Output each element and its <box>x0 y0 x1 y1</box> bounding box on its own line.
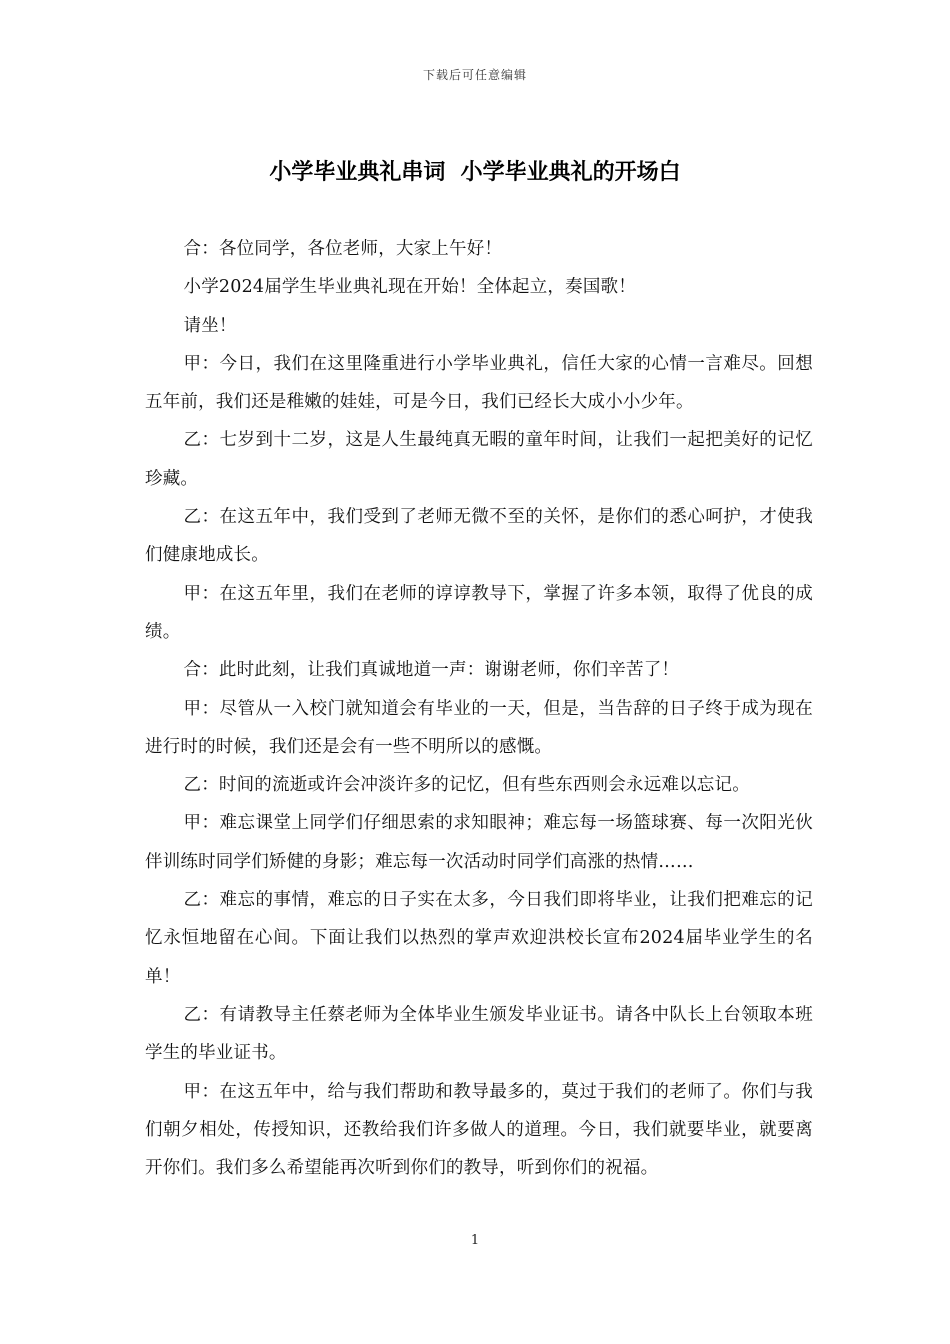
page-number: 1 <box>470 1233 480 1248</box>
paragraph: 甲：难忘课堂上同学们仔细思索的求知眼神；难忘每一场篮球赛、每一次阳光伙伴训练时同学们矫健的身影；难忘每一次活动时同学们高涨的热情…… <box>145 813 813 872</box>
paragraph: 小学2024届学生毕业典礼现在开始！全体起立，奏国歌！ <box>183 277 636 298</box>
paragraph: 乙：在这五年中，我们受到了老师无微不至的关怀，是你们的悉心呵护，才使我们健康地成长。 <box>145 507 813 566</box>
document-title: 小学毕业典礼串词 小学毕业典礼的开场白 <box>269 160 681 185</box>
paragraph: 乙：难忘的事情，难忘的日子实在太多，今日我们即将毕业，让我们把难忘的记忆永恒地留在心间。下面让我们以热烈的掌声欢迎洪校长宣布2024届毕业学生的名单！ <box>145 890 813 987</box>
paragraph: 合：各位同学，各位老师，大家上午好！ <box>183 239 503 259</box>
document-body <box>145 230 813 1187</box>
paragraph: 甲：在这五年里，我们在老师的谆谆教导下，掌握了许多本领，取得了优良的成绩。 <box>145 583 813 642</box>
paragraph: 乙：时间的流逝或许会冲淡许多的记忆，但有些东西则会永远难以忘记。 <box>183 775 750 796</box>
paragraph: 合：此时此刻，让我们真诚地道一声：谢谢老师，你们辛苦了！ <box>183 660 680 681</box>
paragraph: 甲：在这五年中，给与我们帮助和教导最多的，莫过于我们的老师了。你们与我们朝夕相处，传授知识，还教给我们许多做人的道理。今日，我们就要毕业，就要离开你们。我们多么希望能再次听到你们的教导，听到你们的祝福。 <box>145 1081 813 1179</box>
paragraph: 乙：七岁到十二岁，这是人生最纯真无暇的童年时间，让我们一起把美好的记忆珍藏。 <box>145 430 813 489</box>
header-note: 下载后可任意编辑 <box>422 68 527 82</box>
paragraph: 甲：尽管从一入校门就知道会有毕业的一天，但是，当告辞的日子终于成为现在进行时的时候，我们还是会有一些不明所以的感慨。 <box>145 698 813 757</box>
paragraph: 甲：今日，我们在这里隆重进行小学毕业典礼，信任大家的心情一言难尽。回想五年前，我们还是稚嫩的娃娃，可是今日，我们已经长大成小小少年。 <box>145 353 813 413</box>
paragraph: 乙：有请教导主任蔡老师为全体毕业生颁发毕业证书。请各中队长上台领取本班学生的毕业证书。 <box>145 1004 813 1064</box>
paragraph: 请坐！ <box>183 315 237 336</box>
